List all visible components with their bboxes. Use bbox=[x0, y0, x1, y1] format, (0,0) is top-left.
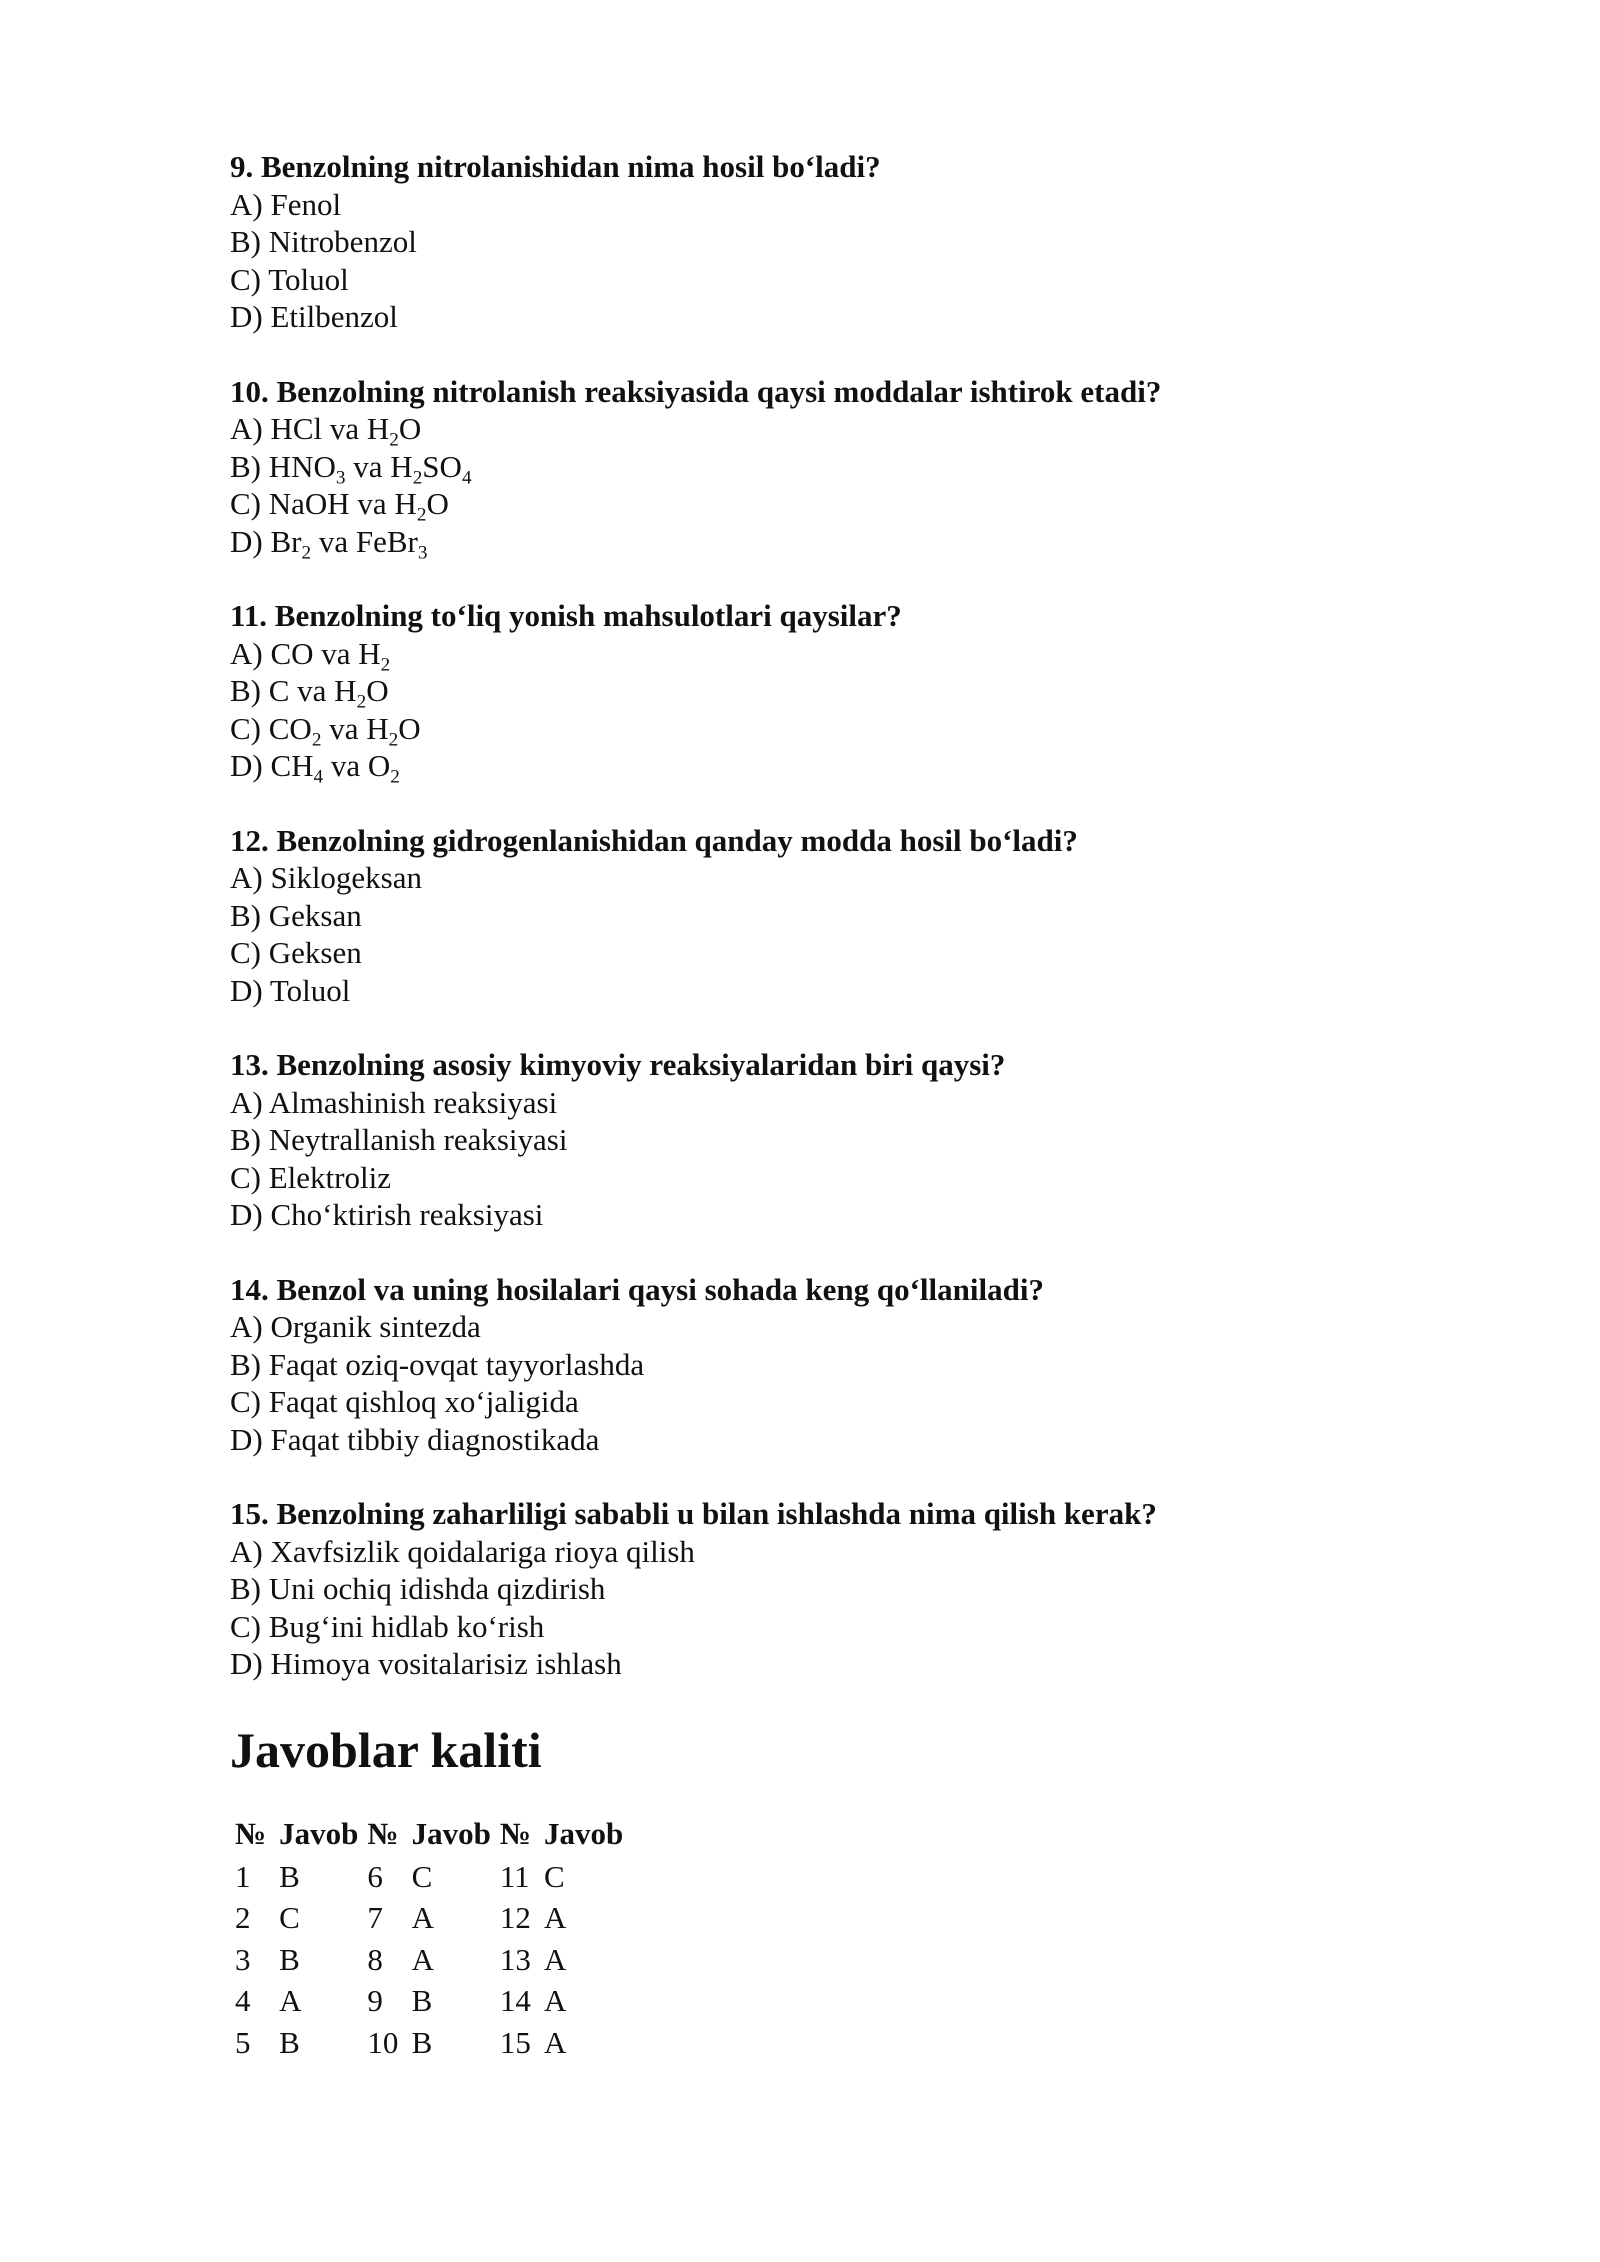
option-text: D) Himoya vositalarisiz ishlash bbox=[230, 1646, 622, 1681]
answer-letter-cell: C bbox=[543, 1858, 565, 1894]
answer-option bbox=[230, 934, 1380, 972]
option-subscript: 2 bbox=[412, 467, 423, 489]
answer-letter-cell: A bbox=[543, 2024, 567, 2060]
option-subscript: 2 bbox=[380, 654, 391, 676]
column-header-number: № bbox=[235, 1815, 267, 1851]
option-subscript: 2 bbox=[388, 729, 399, 751]
answer-letter-cell: B bbox=[279, 2024, 300, 2060]
question-number-cell: 4 bbox=[235, 1983, 251, 2018]
question-title: 15. Benzolning zaharliligi sababli u bilan ishlashda nima qilish kerak? bbox=[230, 1496, 1157, 1531]
answer-letter-cell: A bbox=[543, 1983, 567, 2018]
question-block bbox=[230, 1046, 1380, 1234]
answer-option bbox=[230, 1645, 1380, 1683]
option-text: B) Neytrallanish reaksiyasi bbox=[230, 1122, 568, 1157]
option-text: B) Nitrobenzol bbox=[230, 224, 417, 259]
answer-option bbox=[230, 1421, 1380, 1459]
option-text: A) HCl va H bbox=[230, 411, 390, 446]
option-subscript: 2 bbox=[416, 504, 427, 526]
answer-key-body bbox=[232, 1856, 629, 2064]
table-row bbox=[232, 1980, 629, 2022]
answer-letter-cell: B bbox=[411, 1983, 433, 2018]
option-text: O bbox=[398, 411, 422, 446]
option-text: B) HNO bbox=[230, 448, 336, 484]
table-row bbox=[232, 1856, 629, 1898]
question-number-cell: 14 bbox=[499, 1983, 531, 2018]
option-subscript: 2 bbox=[390, 766, 400, 788]
answer-option bbox=[230, 1608, 1380, 1646]
option-text: B) Faqat oziq-ovqat tayyorlashda bbox=[230, 1346, 645, 1382]
column-header-answer: Javob bbox=[279, 1815, 359, 1851]
answer-letter-cell: A bbox=[543, 1900, 567, 1935]
answer-option bbox=[230, 710, 1380, 751]
answer-option bbox=[230, 523, 1380, 564]
option-text: B) C va H bbox=[230, 673, 357, 708]
option-text: A) CO va H bbox=[230, 635, 381, 671]
column-header-number: № bbox=[367, 1815, 399, 1851]
answer-option bbox=[230, 448, 1380, 489]
question-title: 14. Benzol va uning hosilalari qaysi sohada keng qo‘llaniladi? bbox=[230, 1271, 1044, 1307]
option-text: D) Br bbox=[230, 523, 302, 559]
option-subscript: 3 bbox=[335, 467, 346, 489]
answer-option bbox=[230, 298, 1380, 336]
answer-letter-cell: A bbox=[411, 1900, 434, 1935]
option-text: C) Elektroliz bbox=[230, 1159, 391, 1195]
option-text: D) Toluol bbox=[230, 972, 351, 1008]
option-text: C) Geksen bbox=[230, 935, 362, 970]
option-text: A) Fenol bbox=[230, 186, 342, 222]
answer-option bbox=[230, 1159, 1380, 1197]
table-row bbox=[232, 1897, 629, 1939]
column-header-answer: Javob bbox=[543, 1815, 624, 1851]
option-text: C) CO bbox=[230, 710, 312, 746]
option-text: A) Almashinish reaksiyasi bbox=[230, 1084, 558, 1120]
question-number-cell: 15 bbox=[499, 2024, 531, 2060]
answer-option bbox=[230, 1383, 1380, 1421]
answer-option bbox=[230, 672, 1380, 713]
question-title: 9. Benzolning nitrolanishidan nima hosil bo‘ladi? bbox=[230, 149, 881, 184]
answer-letter-cell: B bbox=[411, 2024, 433, 2060]
option-text: va O bbox=[323, 748, 391, 783]
answer-key-table bbox=[232, 1812, 629, 2064]
option-text: O bbox=[398, 710, 421, 746]
option-text: C) Bug‘ini hidlab ko‘rish bbox=[230, 1608, 545, 1644]
answer-option bbox=[230, 897, 1380, 935]
option-subscript: 4 bbox=[461, 467, 472, 489]
column-header-number: № bbox=[499, 1815, 531, 1851]
answer-letter-cell: B bbox=[279, 1858, 300, 1894]
option-text: D) Cho‘ktirish reaksiyasi bbox=[230, 1197, 544, 1232]
option-text: SO bbox=[422, 448, 462, 484]
answer-option bbox=[230, 635, 1380, 676]
question-title: 11. Benzolning to‘liq yonish mahsulotlari qaysilar? bbox=[230, 598, 902, 633]
question-block bbox=[230, 597, 1380, 788]
option-text: D) CH bbox=[230, 748, 314, 783]
question-number-cell: 1 bbox=[235, 1858, 251, 1894]
answer-key-header-row bbox=[232, 1812, 629, 1856]
question-number-cell: 5 bbox=[235, 2024, 251, 2060]
answer-letter-cell: A bbox=[411, 1941, 434, 1977]
option-subscript: 2 bbox=[301, 542, 312, 564]
option-subscript: 2 bbox=[356, 691, 367, 713]
question-block bbox=[230, 822, 1380, 1010]
answer-option bbox=[230, 1346, 1380, 1384]
option-text: A) Siklogeksan bbox=[230, 860, 423, 895]
question-block bbox=[230, 1271, 1380, 1459]
answer-key-heading: Javoblar kaliti bbox=[230, 1721, 542, 1778]
question-title: 12. Benzolning gidrogenlanishidan qanday modda hosil bo‘ladi? bbox=[230, 822, 1078, 858]
option-text: va FeBr bbox=[311, 523, 418, 559]
question-number-cell: 9 bbox=[367, 1983, 383, 2018]
option-text: C) Toluol bbox=[230, 261, 349, 297]
answer-option bbox=[230, 1121, 1380, 1159]
answer-option bbox=[230, 1084, 1380, 1122]
question-title: 10. Benzolning nitrolanish reaksiyasida qaysi moddalar ishtirok etadi? bbox=[230, 373, 1162, 409]
column-header-answer: Javob bbox=[411, 1815, 491, 1851]
option-text: O bbox=[366, 673, 389, 708]
option-subscript: 4 bbox=[313, 766, 324, 788]
question-number-cell: 3 bbox=[235, 1941, 251, 1977]
question-number-cell: 11 bbox=[499, 1858, 530, 1894]
question-number-cell: 10 bbox=[367, 2024, 399, 2060]
option-text: O bbox=[426, 486, 449, 521]
question-block bbox=[230, 148, 1380, 336]
answer-letter-cell: B bbox=[279, 1941, 300, 1977]
answer-option bbox=[230, 485, 1380, 526]
option-text: C) NaOH va H bbox=[230, 486, 417, 521]
question-number-cell: 2 bbox=[235, 1900, 251, 1935]
answer-option bbox=[230, 223, 1380, 261]
answer-letter-cell: A bbox=[279, 1983, 302, 2018]
answer-letter-cell: A bbox=[543, 1941, 567, 1977]
answer-option bbox=[230, 1533, 1380, 1571]
question-number-cell: 7 bbox=[367, 1900, 383, 1935]
option-text: D) Faqat tibbiy diagnostikada bbox=[230, 1421, 600, 1457]
answer-letter-cell: C bbox=[411, 1858, 433, 1894]
answer-letter-cell: C bbox=[279, 1900, 300, 1935]
answer-option bbox=[230, 747, 1380, 788]
option-subscript: 2 bbox=[389, 429, 399, 451]
answer-option bbox=[230, 1570, 1380, 1608]
option-text: C) Faqat qishloq xo‘jaligida bbox=[230, 1384, 579, 1419]
answer-option bbox=[230, 1308, 1380, 1346]
question-list bbox=[230, 148, 1380, 1683]
option-text: va H bbox=[321, 710, 389, 746]
answer-option bbox=[230, 261, 1380, 299]
option-text: A) Xavfsizlik qoidalariga rioya qilish bbox=[230, 1533, 695, 1569]
answer-option bbox=[230, 859, 1380, 897]
table-row bbox=[232, 1939, 629, 1981]
option-subscript: 2 bbox=[311, 729, 322, 751]
option-text: va H bbox=[345, 448, 413, 484]
answer-option bbox=[230, 410, 1380, 451]
question-number-cell: 6 bbox=[367, 1858, 383, 1894]
table-row bbox=[232, 2022, 629, 2064]
answer-option bbox=[230, 972, 1380, 1010]
option-subscript: 3 bbox=[417, 542, 428, 564]
option-text: B) Geksan bbox=[230, 897, 362, 933]
question-number-cell: 12 bbox=[499, 1900, 531, 1935]
option-text: D) Etilbenzol bbox=[230, 299, 398, 334]
answer-option bbox=[230, 186, 1380, 224]
question-number-cell: 13 bbox=[499, 1941, 531, 1977]
question-title: 13. Benzolning asosiy kimyoviy reaksiyalaridan biri qaysi? bbox=[230, 1047, 1006, 1082]
option-text: B) Uni ochiq idishda qizdirish bbox=[230, 1571, 606, 1606]
option-text: A) Organik sintezda bbox=[230, 1309, 481, 1344]
document-body bbox=[230, 148, 1380, 2063]
question-block bbox=[230, 1495, 1380, 1683]
question-block bbox=[230, 373, 1380, 564]
answer-option bbox=[230, 1196, 1380, 1234]
question-number-cell: 8 bbox=[367, 1941, 383, 1977]
